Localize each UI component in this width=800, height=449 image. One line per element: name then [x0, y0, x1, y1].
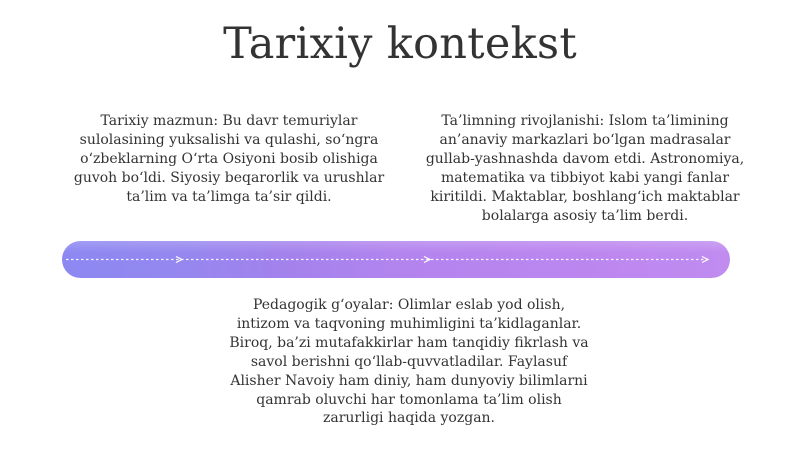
pedagogical-ideas-text: Pedagogik g‘oyalar: Olimlar eslab yod olish, intizom va taqvoning muhimligini ta’kidlaganlar. Biroq, ba’zi mutafakkirlar ham tanqidiy fikrlash va savol berishni qo‘llab-quvvatladilar. Faylasuf Alisher Navoiy ham diniy, ham dunyoviy bilimlarni qamrab oluvchi har tomonlama ta’lim olish zarurligi haqida yozgan. [229, 297, 589, 427]
timeline [62, 241, 730, 278]
page-title: Tarixiy kontekst [223, 19, 577, 69]
historical-context-text: Tarixiy mazmun: Bu davr temuriylar sulolasining yuksalishi va qulashi, so‘ngra o‘zbeklarning O‘rta Osiyoni bosib olishiga guvoh bo‘ldi. Siyosiy beqarorlik va urushlar ta’lim va ta’limga ta’sir qildi. [73, 113, 385, 205]
education-development-text: Ta’limning rivojlanishi: Islom ta’limining an’anaviy markazlari bo‘lgan madrasalar gullab-yashnashda davom etdi. Astronomiya, matematika va tibbiyot kabi yangi fanlar kiritildi. Maktablar, boshlang‘ich maktablar bolalarga asosiy ta’lim berdi. [425, 113, 745, 224]
timeline-arrows [62, 241, 730, 278]
